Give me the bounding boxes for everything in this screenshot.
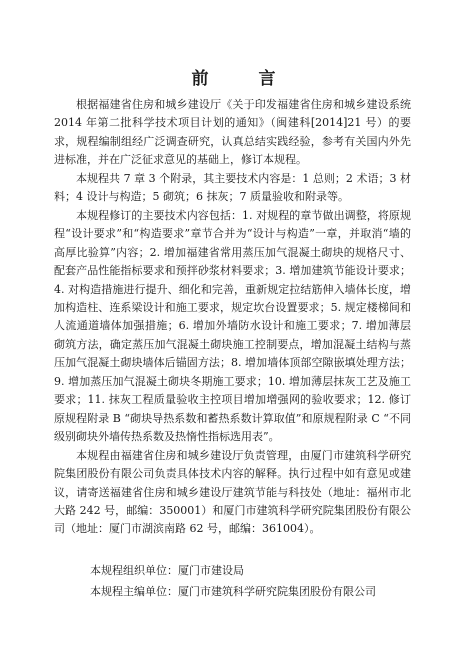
paragraph-basis: 根据福建省住房和城乡建设厅《关于印发福建省住房和城乡建设系统 2014 年第二批科学技术项目计划的通知》（闽建科[2014]21 号）的要求，规程编制组经广泛调查研究，认真总结实践经验，参考有关国内外先进标准，并在广泛征求意见的基础上，修订本规程。 (54, 98, 411, 167)
paragraph-contents: 本规程共 7 章 3 个附录，其主要技术内容是：1 总则；2 术语；3 材料；4 设计与构造；5 砌筑；6 抹灰；7 质量验收和附录等。 (54, 171, 411, 204)
chief-editor-label: 本规程主编单位： (90, 585, 178, 598)
preface-body (54, 96, 411, 539)
organization-info (90, 560, 430, 602)
organizing-unit-label: 本规程组织单位： (90, 564, 178, 577)
chief-editor-value: 厦门市建筑科学研究院集团股份有限公司 (178, 585, 376, 598)
paragraph-management: 本规程由福建省住房和城乡建设厅负责管理，由厦门市建筑科学研究院集团股份有限公司负责具体技术内容的解释。执行过程中如有意见或建议，请寄送福建省住房和城乡建设厅建筑节能与科技处（地址：福州市北大路 242 号，邮编：350001）和厦门市建筑科学研究院集团股份有限公司（地址：厦门市湖滨南路 62 号，邮编：361004）。 (54, 448, 411, 536)
chief-editor-row (90, 581, 430, 602)
organizing-unit-row (90, 560, 430, 581)
organizing-unit-value: 厦门市建设局 (178, 564, 244, 577)
page-title: 前 言 (191, 69, 298, 89)
paragraph-revisions: 本规程修订的主要技术内容包括：1. 对规程的章节做出调整，将原规程“设计要求”和“构造要求”章节合并为“设计与构造”一章，并取消“墙的高厚比验算”内容；2. 增加福建省常用蒸压加气混凝土砌块的规格尺寸、配套产品性能指标要求和预拌砂浆材料要求；3. 增加建筑节能设计要求；4. 对构造措施进行提升、细化和完善，重新规定拉结筋伸入墙体长度，增加构造柱、连系梁设计和施工要求，规定坎台设置要求；5. 规定楼梯间和人流通道墙体加强措施；6. 增加外墙防水设计和施工要求；7. 增加薄层砌筑方法，确定蒸压加气混凝土砌块施工控制要点，增加混凝土结构与蒸压加气混凝土砌块墙体后锚固方法；8. 增加墙体顶部空隙嵌填处理方法；9. 增加蒸压加气混凝土砌块冬期施工要求；10. 增加薄层抹灰工艺及施工要求；11. 抹灰工程质量验收主控项目增加增强网的验收要求；12. 修订原规程附录 B “砌块导热系数和蓄热系数计算取值”和原规程附录 C “不同级别砌块外墙传热系数及热惰性指标选用表”。 (54, 208, 411, 444)
